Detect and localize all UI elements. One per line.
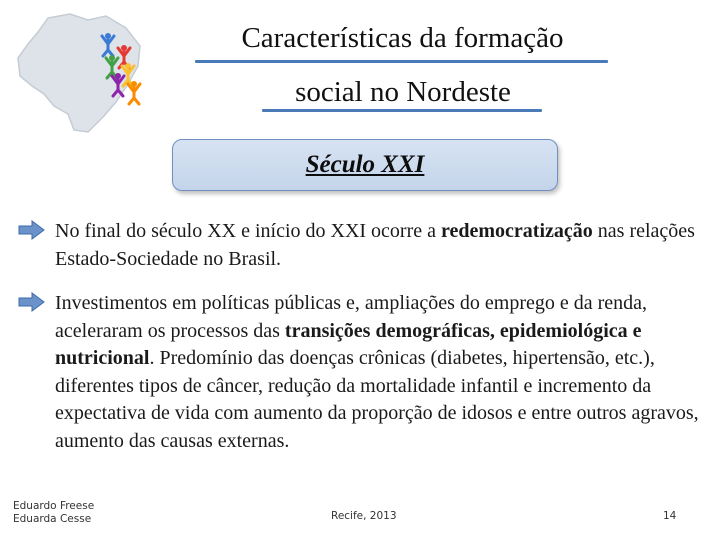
footer-author-2: Eduarda Cesse <box>13 513 92 525</box>
bullet-1-part-3: nas relações Estado-Sociedade no Brasil. <box>55 220 695 270</box>
century-heading-label: Século XXI <box>305 151 425 178</box>
slide-title-line-1: Características da formação <box>241 22 564 54</box>
bullet-item-2 <box>18 290 708 455</box>
brazil-map-people-icon <box>8 6 148 141</box>
slide-title-line-2: social no Nordeste <box>295 76 511 108</box>
footer-author-1: Eduardo Freese <box>13 500 95 512</box>
bullet-2-part-2: transições demográficas, epidemiológica e nutricional <box>55 319 642 369</box>
bullet-2-part-3: . Predomínio das doenças crônicas (diabetes, hipertensão, etc.), diferentes tipos de câncer, redução da mortalidade infantil e incremento da expectativa de vida com aumento da proporção de idosos e entre outros agravos, aumento das causas externas. <box>55 347 699 452</box>
title-underline-1 <box>195 60 608 63</box>
right-arrow-icon <box>18 292 45 312</box>
bullet-text-1 <box>55 218 705 273</box>
right-arrow-icon <box>18 220 45 240</box>
title-underline-2 <box>262 109 542 112</box>
bullet-text-2 <box>55 290 705 455</box>
century-heading-box <box>172 139 558 191</box>
footer-place-year: Recife, 2013 <box>331 510 397 522</box>
bullet-1-part-1: No final do século XX e início do XXI ocorre a <box>55 220 441 242</box>
bullet-item-1 <box>18 218 708 273</box>
bullet-1-part-2: redemocratização <box>441 220 593 242</box>
slide-page-number: 14 <box>663 510 677 522</box>
bullet-2-part-1: Investimentos em políticas públicas e, ampliações do emprego e da renda, aceleraram os processos das <box>55 292 648 342</box>
